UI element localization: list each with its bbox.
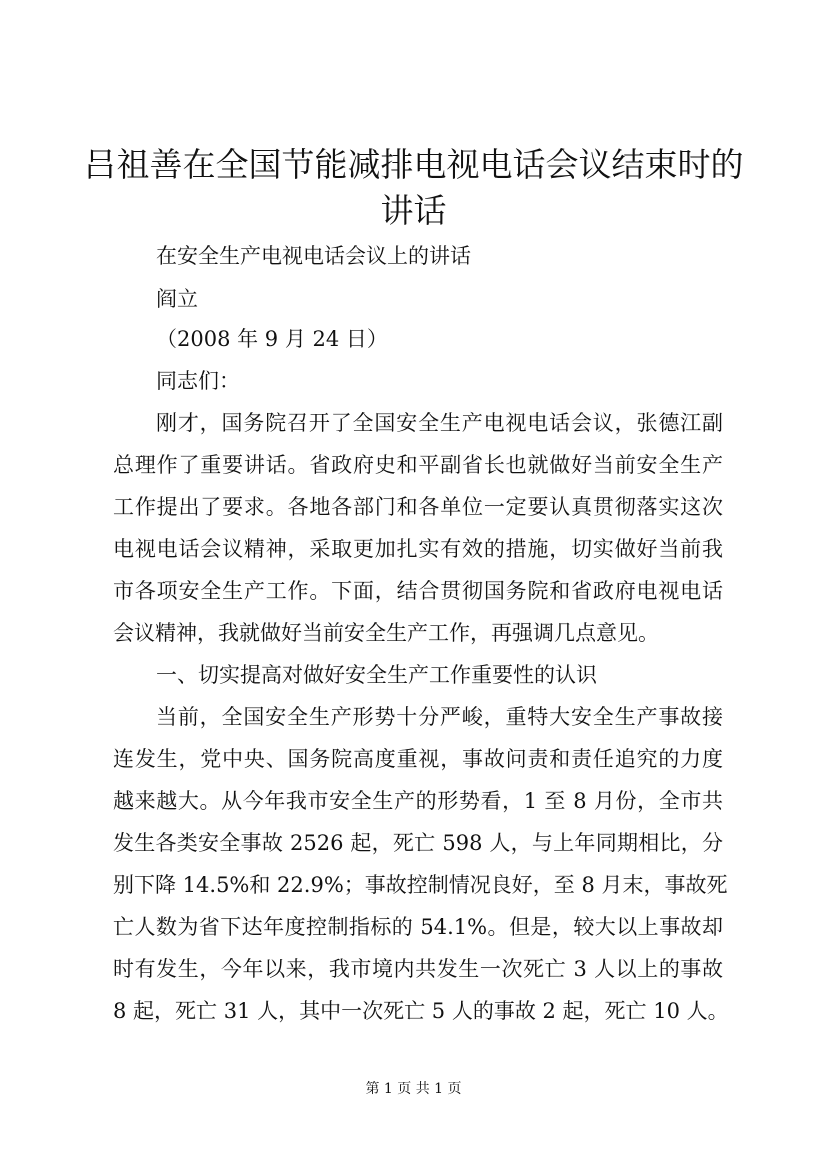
paragraph-1-line: 刚才，国务院召开了全国安全生产电视电话会议，张德江副 [156, 411, 723, 435]
page-number-label: 第 1 页 共 1 页 [365, 1081, 462, 1097]
paragraph-2-line: 8 起，死亡 31 人，其中一次死亡 5 人的事故 2 起，死亡 10 人。 [113, 999, 729, 1023]
document-title [60, 142, 767, 234]
paragraph-2-line: 越来越大。从今年我市安全生产的形势看，1 至 8 月份，全市共 [113, 789, 723, 813]
subtitle: 在安全生产电视电话会议上的讲话 [156, 244, 471, 268]
paragraph-2-line: 时有发生，今年以来，我市境内共发生一次死亡 3 人以上的事故 [113, 957, 723, 981]
paragraph-1-line: 电视电话会议精神，采取更加扎实有效的措施，切实做好当前我 [113, 537, 723, 561]
paragraph-1-line: 工作提出了要求。各地各部门和各单位一定要认真贯彻落实这次 [113, 495, 723, 519]
section-heading-1: 一、切实提高对做好安全生产工作重要性的认识 [156, 663, 597, 687]
document-title-line-1: 吕祖善在全国节能减排电视电话会议结束时的 [83, 145, 744, 184]
paragraph-1-line: 会议精神，我就做好当前安全生产工作，再强调几点意见。 [113, 621, 659, 645]
paragraph-2-line: 别下降 14.5%和 22.9%；事故控制情况良好，至 8 月末，事故死 [113, 873, 728, 897]
page-footer [0, 1080, 827, 1098]
salutation: 同志们： [156, 369, 240, 393]
paragraph-2-line: 当前，全国安全生产形势十分严峻，重特大安全生产事故接 [156, 705, 723, 729]
paragraph-1-line: 市各项安全生产工作。下面，结合贯彻国务院和省政府电视电话 [113, 579, 723, 603]
paragraph-2-line: 发生各类安全事故 2526 起，死亡 598 人，与上年同期相比，分 [113, 831, 723, 855]
author: 阎立 [156, 287, 198, 311]
paragraph-1-line: 总理作了重要讲话。省政府史和平副省长也就做好当前安全生产 [113, 453, 723, 477]
document-title-line-2: 讲话 [380, 191, 447, 230]
paragraph-2-line: 连发生，党中央、国务院高度重视，事故问责和责任追究的力度 [113, 747, 723, 771]
speech-date: （2008 年 9 月 24 日） [156, 327, 388, 351]
paragraph-2-line: 亡人数为省下达年度控制指标的 54.1%。但是，较大以上事故却 [113, 915, 723, 939]
